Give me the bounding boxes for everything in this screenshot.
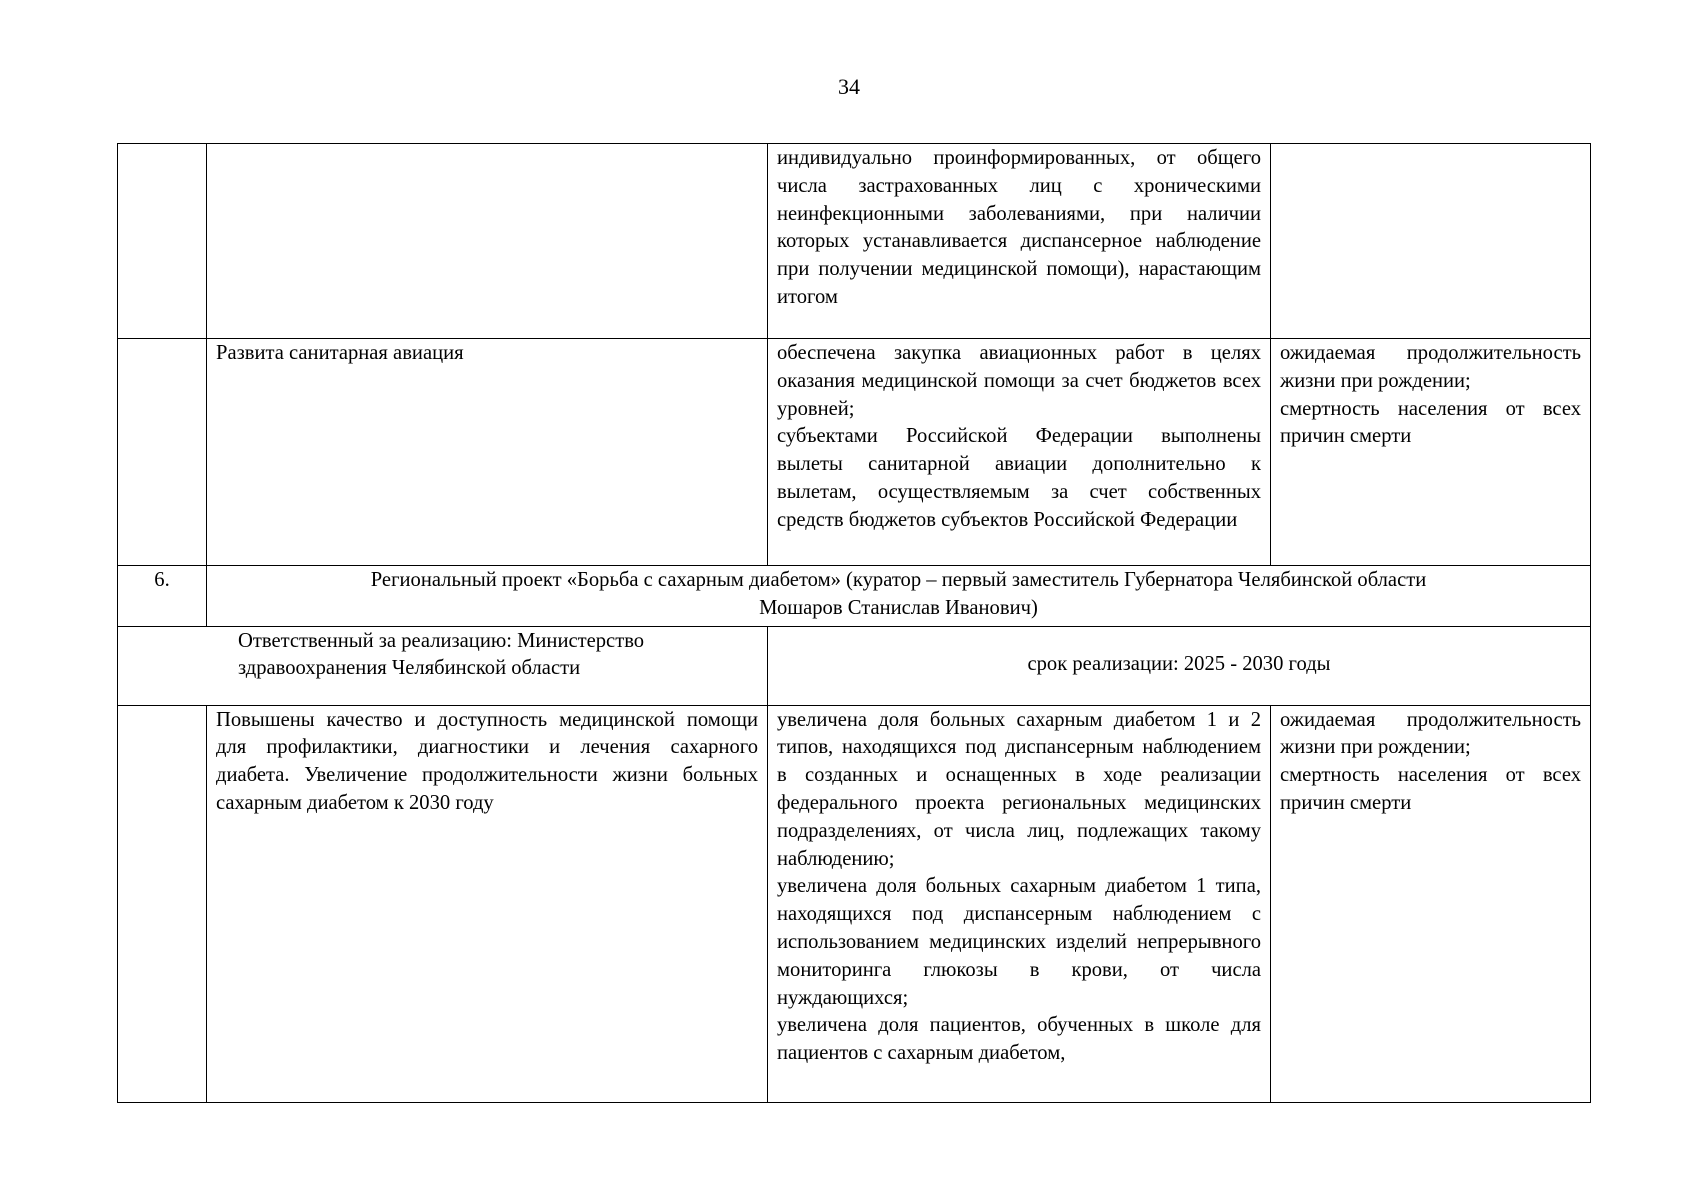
cell-number [118,705,207,1102]
cell-indicator [1271,705,1591,1102]
cell-result [207,144,768,339]
cell-characteristic [768,705,1271,1102]
project-table [117,143,1591,1103]
cell-characteristic [768,144,1271,339]
characteristic-text: обеспечена закупка авиационных работ в целях оказания медицинской помощи за счет бюджетов всех уровней; [777,342,1261,420]
characteristic-text: увеличена доля больных сахарным диабетом 1 и 2 типов, находящихся под диспансерным наблюдением в созданных и оснащенных в ходе реализации федерального проекта региональных медицинских подразделениях, от числа лиц, подлежащих такому наблюдению; [777,708,1261,870]
cell-indicator [1271,339,1591,566]
indicator-text: смертность населения от всех причин смерти [1280,397,1581,448]
term-cell [768,626,1591,705]
project-title-line: Мошаров Станислав Иванович) [759,596,1038,619]
project-title-line: Региональный проект «Борьба с сахарным диабетом» (куратор – первый заместитель Губернатора Челябинской области [370,569,1427,591]
table-row [118,705,1591,1102]
table-row [118,339,1591,566]
characteristic-text: субъектами Российской Федерации выполнены вылеты санитарной авиации дополнительно к вылетам, осуществляемым за счет собственных средств бюджетов субъектов Российской Федерации [777,425,1261,531]
page-number: 34 [838,74,860,99]
indicator-text: ожидаемая продолжительность жизни при рождении; [1280,708,1581,759]
responsible-cell [118,626,768,705]
responsible-text: Ответственный за реализацию: Министерство здравоохранения Челябинской области [238,629,645,680]
table-row [118,566,1591,627]
characteristic-text: увеличена доля больных сахарным диабетом 1 типа, находящихся под диспансерным наблюдением с использованием медицинских изделий непрерывного мониторинга глюкозы в крови, от числа нуждающихся; [777,875,1261,1009]
result-text: Повышены качество и доступность медицинской помощи для профилактики, диагностики и лечения сахарного диабета. Увеличение продолжительности жизни больных сахарным диабетом к 2030 году [216,708,758,814]
table-row [118,626,1591,705]
characteristic-text: увеличена доля пациентов, обученных в школе для пациентов с сахарным диабетом, [777,1014,1261,1065]
cell-indicator [1271,144,1591,339]
term-text: срок реализации: 2025 - 2030 годы [1027,652,1331,675]
indicator-text: смертность населения от всех причин смерти [1280,764,1581,814]
project-title [207,566,1591,627]
characteristic-text: индивидуально проинформированных, от общего числа застрахованных лиц с хроническими неинфекционными заболеваниями, при наличии которых устанавливается диспансерное наблюдение при получении медицинской помощи), нарастающим итогом [777,147,1261,308]
cell-result [207,705,768,1102]
table-row [118,144,1591,339]
project-number: 6. [118,566,207,627]
result-text: Развита санитарная авиация [216,342,464,364]
indicator-text: ожидаемая продолжительность жизни при рождении; [1280,342,1581,392]
cell-number [118,339,207,566]
cell-number [118,144,207,339]
cell-characteristic [768,339,1271,566]
cell-result [207,339,768,566]
